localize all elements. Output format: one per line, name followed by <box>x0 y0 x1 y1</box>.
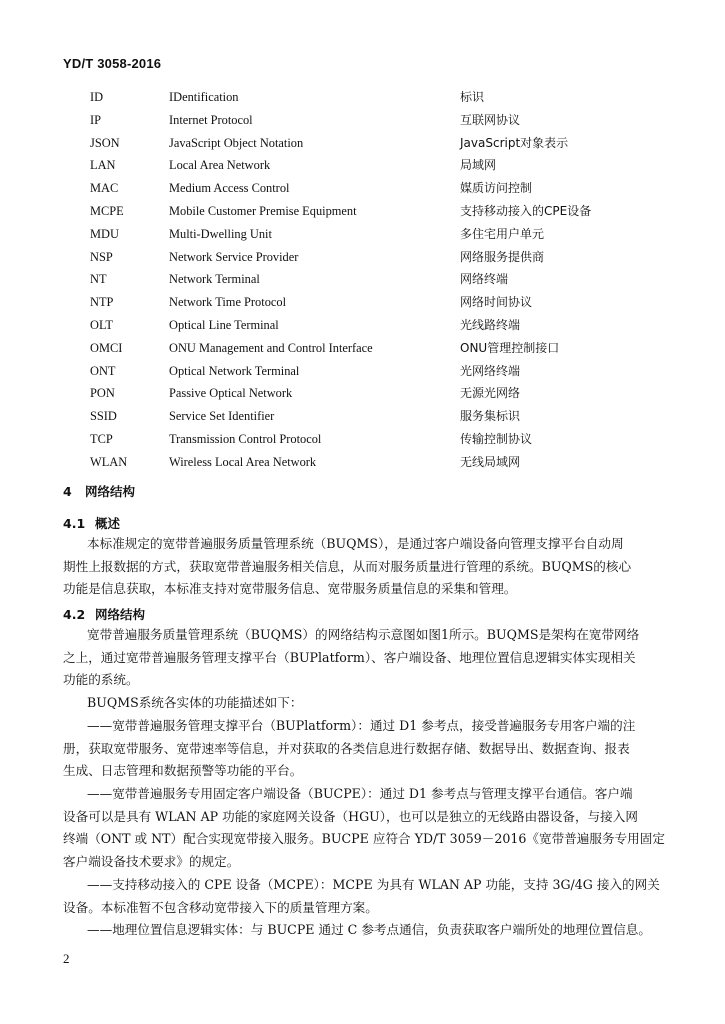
page-number: 2 <box>63 951 70 966</box>
abbreviation-row <box>90 337 690 360</box>
network-structure-paragraph <box>63 624 661 692</box>
abbreviation-full-name: Network Terminal <box>169 272 260 287</box>
abbreviation-row <box>90 291 690 314</box>
paragraph-line: 功能是信息获取，本标准支持对宽带服务信息、宽带服务质量信息的采集和管理。 <box>63 581 517 597</box>
abbreviation-row <box>90 314 690 337</box>
abbreviation-chinese-name: 无线局域网 <box>460 454 521 469</box>
paragraph-line: 之上，通过宽带普遍服务管理支撑平台（BUPlatform）、客户端设备、地理位置信息逻辑实体实现相关 <box>63 649 636 665</box>
paragraph-line: 期性上报数据的方式，获取宽带普遍服务相关信息，从而对服务质量进行管理的系统。BUQMS的核心 <box>63 558 632 574</box>
standard-header: YD/T 3058-2016 <box>63 56 162 71</box>
abbreviation-term: OMCI <box>90 340 123 355</box>
abbreviation-term: PON <box>90 386 115 401</box>
paragraph-line: ——宽带普遍服务专用固定客户端设备（BUCPE）：通过 D1 参考点与管理支撑平台通信。客户端 <box>87 786 633 801</box>
abbreviation-full-name: Service Set Identifier <box>169 409 275 424</box>
abbreviation-term: MDU <box>90 226 119 241</box>
paragraph-line: 客户端设备技术要求》的规定。 <box>63 853 240 869</box>
abbreviation-row <box>90 428 690 451</box>
abbreviation-row <box>90 382 690 405</box>
section-4-2-heading <box>63 605 145 623</box>
abbreviation-term: MAC <box>90 181 119 196</box>
bucpe-description <box>63 783 665 873</box>
abbreviation-full-name: Internet Protocol <box>169 112 253 127</box>
abbreviation-chinese-name: 服务集标识 <box>460 409 521 424</box>
abbreviation-term: NTP <box>90 295 114 310</box>
paragraph-line: BUQMS系统各实体的功能描述如下： <box>87 695 303 710</box>
abbreviation-chinese-name: 无源光网络 <box>460 386 521 401</box>
abbreviation-chinese-name: 标识 <box>460 90 485 104</box>
abbreviation-row <box>90 109 690 132</box>
abbreviation-full-name: Medium Access Control <box>169 181 290 196</box>
abbreviation-row <box>90 405 690 428</box>
abbreviation-chinese-name: JavaScript对象表示 <box>460 135 569 150</box>
abbreviation-row <box>90 246 690 269</box>
abbreviation-row <box>90 86 690 109</box>
abbreviation-full-name: JavaScript Object Notation <box>169 135 304 150</box>
abbreviation-chinese-name: 多住宅用户单元 <box>460 226 545 241</box>
abbreviation-chinese-name: 互联网协议 <box>460 112 521 127</box>
abbreviation-chinese-name: 局域网 <box>460 158 497 173</box>
abbreviation-row <box>90 177 690 200</box>
abbreviation-row <box>90 360 690 383</box>
abbreviation-full-name: Network Service Provider <box>169 249 299 264</box>
abbreviation-row <box>90 223 690 246</box>
abbreviation-chinese-name: 光线路终端 <box>460 317 521 332</box>
abbreviation-full-name: ONU Management and Control Interface <box>169 340 373 355</box>
abbreviation-term: OLT <box>90 317 113 332</box>
abbreviation-term: ONT <box>90 363 116 378</box>
location-entity-description <box>63 919 661 942</box>
paragraph-line: 设备。本标准暂不包含移动宽带接入下的质量管理方案。 <box>63 899 378 915</box>
paragraph-line: 生成、日志管理和数据预警等功能的平台。 <box>63 763 303 779</box>
mcpe-description <box>63 874 661 919</box>
section-title: 网络结构 <box>95 607 146 622</box>
abbreviation-full-name: Optical Line Terminal <box>169 317 279 332</box>
paragraph-line: 功能的系统。 <box>63 672 139 688</box>
paragraph-line: ——支持移动接入的 CPE 设备（MCPE）：MCPE 为具有 WLAN AP 功能，支持 3G/4G 接入的网关 <box>87 877 660 892</box>
abbreviation-term: IP <box>90 112 102 127</box>
buplatform-description <box>63 715 661 783</box>
abbreviation-chinese-name: 网络终端 <box>460 272 509 287</box>
abbreviation-term: JSON <box>90 135 120 150</box>
abbreviation-full-name: Mobile Customer Premise Equipment <box>169 203 357 218</box>
abbreviation-table <box>90 86 690 474</box>
abbreviation-full-name: Multi-Dwelling Unit <box>169 226 272 241</box>
abbreviation-chinese-name: 光网络终端 <box>460 363 521 378</box>
abbreviation-full-name: Wireless Local Area Network <box>169 454 317 469</box>
abbreviation-term: NSP <box>90 249 113 264</box>
section-number: 4.2 <box>63 607 86 622</box>
abbreviation-chinese-name: 网络服务提供商 <box>460 249 545 264</box>
paragraph-line: ——地理位置信息逻辑实体：与 BUCPE 通过 C 参考点通信，负责获取客户端所处的地理位置信息。 <box>87 922 651 937</box>
abbreviation-term: MCPE <box>90 203 124 218</box>
abbreviation-chinese-name: ONU管理控制接口 <box>460 340 560 355</box>
abbreviation-full-name: Network Time Protocol <box>169 295 287 310</box>
abbreviation-row <box>90 451 690 474</box>
section-4-1-heading <box>63 514 120 532</box>
abbreviation-row <box>90 268 690 291</box>
abbreviation-chinese-name: 网络时间协议 <box>460 295 533 310</box>
section-4-1-paragraph <box>63 533 661 601</box>
section-title: 网络结构 <box>85 484 136 499</box>
abbreviation-full-name: Passive Optical Network <box>169 386 293 401</box>
paragraph-line: 册，获取宽带服务、宽带速率等信息，并对获取的各类信息进行数据存储、数据导出、数据查询、报表 <box>63 740 630 756</box>
abbreviation-row <box>90 200 690 223</box>
abbreviation-term: WLAN <box>90 454 128 469</box>
abbreviation-chinese-name: 传输控制协议 <box>460 431 533 446</box>
abbreviation-row <box>90 154 690 177</box>
abbreviation-full-name: Optical Network Terminal <box>169 363 300 378</box>
abbreviation-term: TCP <box>90 431 113 446</box>
abbreviation-chinese-name: 支持移动接入的CPE设备 <box>460 203 592 218</box>
section-4-heading <box>63 482 135 500</box>
abbreviation-chinese-name: 媒质访问控制 <box>460 181 533 196</box>
abbreviation-term: ID <box>90 90 104 104</box>
abbreviation-term: SSID <box>90 409 117 424</box>
entities-intro-paragraph <box>63 692 661 715</box>
abbreviation-term: LAN <box>90 158 116 173</box>
section-number: 4 <box>63 484 72 499</box>
abbreviation-full-name: IDentification <box>169 90 239 104</box>
abbreviation-row <box>90 132 690 155</box>
abbreviation-term: NT <box>90 272 107 287</box>
paragraph-line: 宽带普遍服务质量管理系统（BUQMS）的网络结构示意图如图1所示。BUQMS是架构在宽带网络 <box>87 627 640 642</box>
abbreviation-full-name: Local Area Network <box>169 158 271 173</box>
paragraph-line: ——宽带普遍服务管理支撑平台（BUPlatform）：通过 D1 参考点，接受普遍服务专用客户端的注 <box>87 718 636 733</box>
abbreviation-full-name: Transmission Control Protocol <box>169 431 322 446</box>
paragraph-line: 设备可以是具有 WLAN AP 功能的家庭网关设备（HGU），也可以是独立的无线路由器设备，与接入网 <box>63 808 638 824</box>
section-number: 4.1 <box>63 516 86 531</box>
paragraph-line: 终端（ONT 或 NT）配合实现宽带接入服务。BUCPE 应符合 YD/T 3059－2016《宽带普遍服务专用固定 <box>63 831 665 847</box>
section-title: 概述 <box>95 516 121 531</box>
paragraph-line: 本标准规定的宽带普遍服务质量管理系统（BUQMS），是通过客户端设备向管理支撑平台自动周 <box>87 536 624 551</box>
